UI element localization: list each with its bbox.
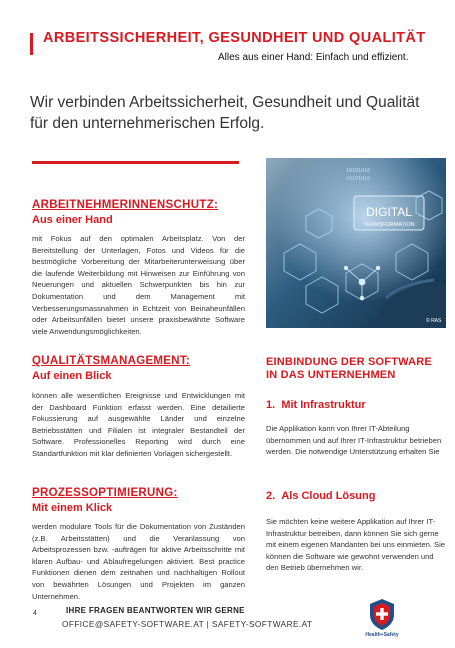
section-quality-heading: QUALITÄTSMANAGEMENT: bbox=[32, 355, 191, 367]
section-process-body: werden modulare Tools für die Dokumentation von Zuständen (z.B. Arbeitsstätten) und die Veranlassung von Arbeitsprozessen bzw. -aufträgen für aktive Arbeitsschritte mit klaren Aufbau- und Ablaufregelungen aktiviert. Best practice Funktionen dienen dem zeitnahen und nachhaltigen Rollout von bewährten Lösungen und Projekten im ganzen Unternehmen. bbox=[32, 522, 245, 601]
red-divider bbox=[32, 161, 239, 164]
section-quality-body: können alle wesentlichen Ereignisse und Entwicklungen mit der Dashboard Funktion erfasst werden. Eine detailierte Fokussierung auf ausgewählte Länder und einzelne Betriebsstätten und Filialen ist integraler Bestandteil der Software. Professionelles Reporting wird durch eine Standartfunktion mit klar definierten Vorlagen sichergestellt. bbox=[32, 391, 245, 458]
option-2-title: Als Cloud Lösung bbox=[281, 490, 376, 502]
section-employee-protection-heading: ARBEITNEHMERINNENSCHUTZ: bbox=[32, 199, 219, 211]
section-quality-subheading: Auf einen Blick bbox=[32, 370, 112, 382]
section-process-heading: PROZESSOPTIMIERUNG: bbox=[32, 487, 178, 499]
option-1-body: Die Applikation kann von Ihrer IT-Abteilung übernommen und auf Ihrer IT-Infrastruktur betrieben werden. Die notwendige Unterstützung erhalten Sie bbox=[266, 424, 442, 457]
footer-heading: IHRE FRAGEN BEANTWORTEN WIR GERNE bbox=[66, 606, 245, 615]
option-2-number: 2. bbox=[266, 490, 276, 502]
option-2-heading bbox=[266, 490, 375, 502]
image-binary-text: 10101010 bbox=[346, 168, 371, 174]
lead-paragraph: Wir verbinden Arbeitssicherheit, Gesundheit und Qualität für den unternehmerischen Erfolg. bbox=[30, 94, 420, 132]
image-transformation-text: TRANSFORMATION bbox=[363, 222, 415, 228]
option-1-number: 1. bbox=[266, 399, 276, 411]
footer-contact-link[interactable]: OFFICE@SAFETY-SOFTWARE.AT | SAFETY-SOFTWARE.AT bbox=[62, 619, 313, 629]
health-safety-logo bbox=[360, 597, 404, 639]
section-employee-protection-subheading: Aus einer Hand bbox=[32, 214, 113, 226]
page-title: ARBEITSSICHERHEIT, GESUNDHEIT UND QUALITÄT bbox=[43, 30, 426, 46]
digital-transformation-image bbox=[266, 158, 446, 328]
option-2-body: Sie möchten keine weitere Applikation auf Ihrer IT-Infrastruktur betreiben, dann können Sie sich gerne mit einem eigenen Mandanten bei uns einmieten. Sie können die Software wie gewohnt verwenden und den Betrieb übernehmen wir. bbox=[266, 517, 445, 573]
image-digital-text: DIGITAL bbox=[366, 205, 412, 219]
section-employee-protection-body: mit Fokus auf den optimalen Arbeitsplatz. Von der Bereitstellung der Unterlagen, Fotos und Videos für die bestmögliche Vorbereitung der Mitarbeiterunterweisung über die laufende Weiterbildung mit Hinweisen zur Einführung von Neuerungen und aktuellen Schwerpunkten bis hin zur Dokumentation und dem Management mit Verbesserungsmassnahmen in Echtzeit von Beinaheunfällen oder Arbeitsunfällen bietet unsere praxisbewährte Software viele Anwendungsmöglichkeiten. bbox=[32, 234, 245, 336]
option-1-heading bbox=[266, 399, 366, 411]
software-integration-heading: EINBINDUNG DER SOFTWARE IN DAS UNTERNEHMEN bbox=[266, 356, 432, 381]
option-1-title: Mit Infrastruktur bbox=[281, 399, 366, 411]
image-credit: © RAS bbox=[426, 318, 442, 324]
title-accent-bar bbox=[30, 33, 33, 55]
page-number: 4 bbox=[33, 610, 37, 617]
section-process-subheading: Mit einem Klick bbox=[32, 502, 113, 514]
logo-text: Health+Safety bbox=[365, 632, 399, 638]
image-binary-text-2: 10101010 bbox=[346, 176, 371, 182]
page-subtitle: Alles aus einer Hand: Einfach und effizient. bbox=[218, 52, 409, 63]
